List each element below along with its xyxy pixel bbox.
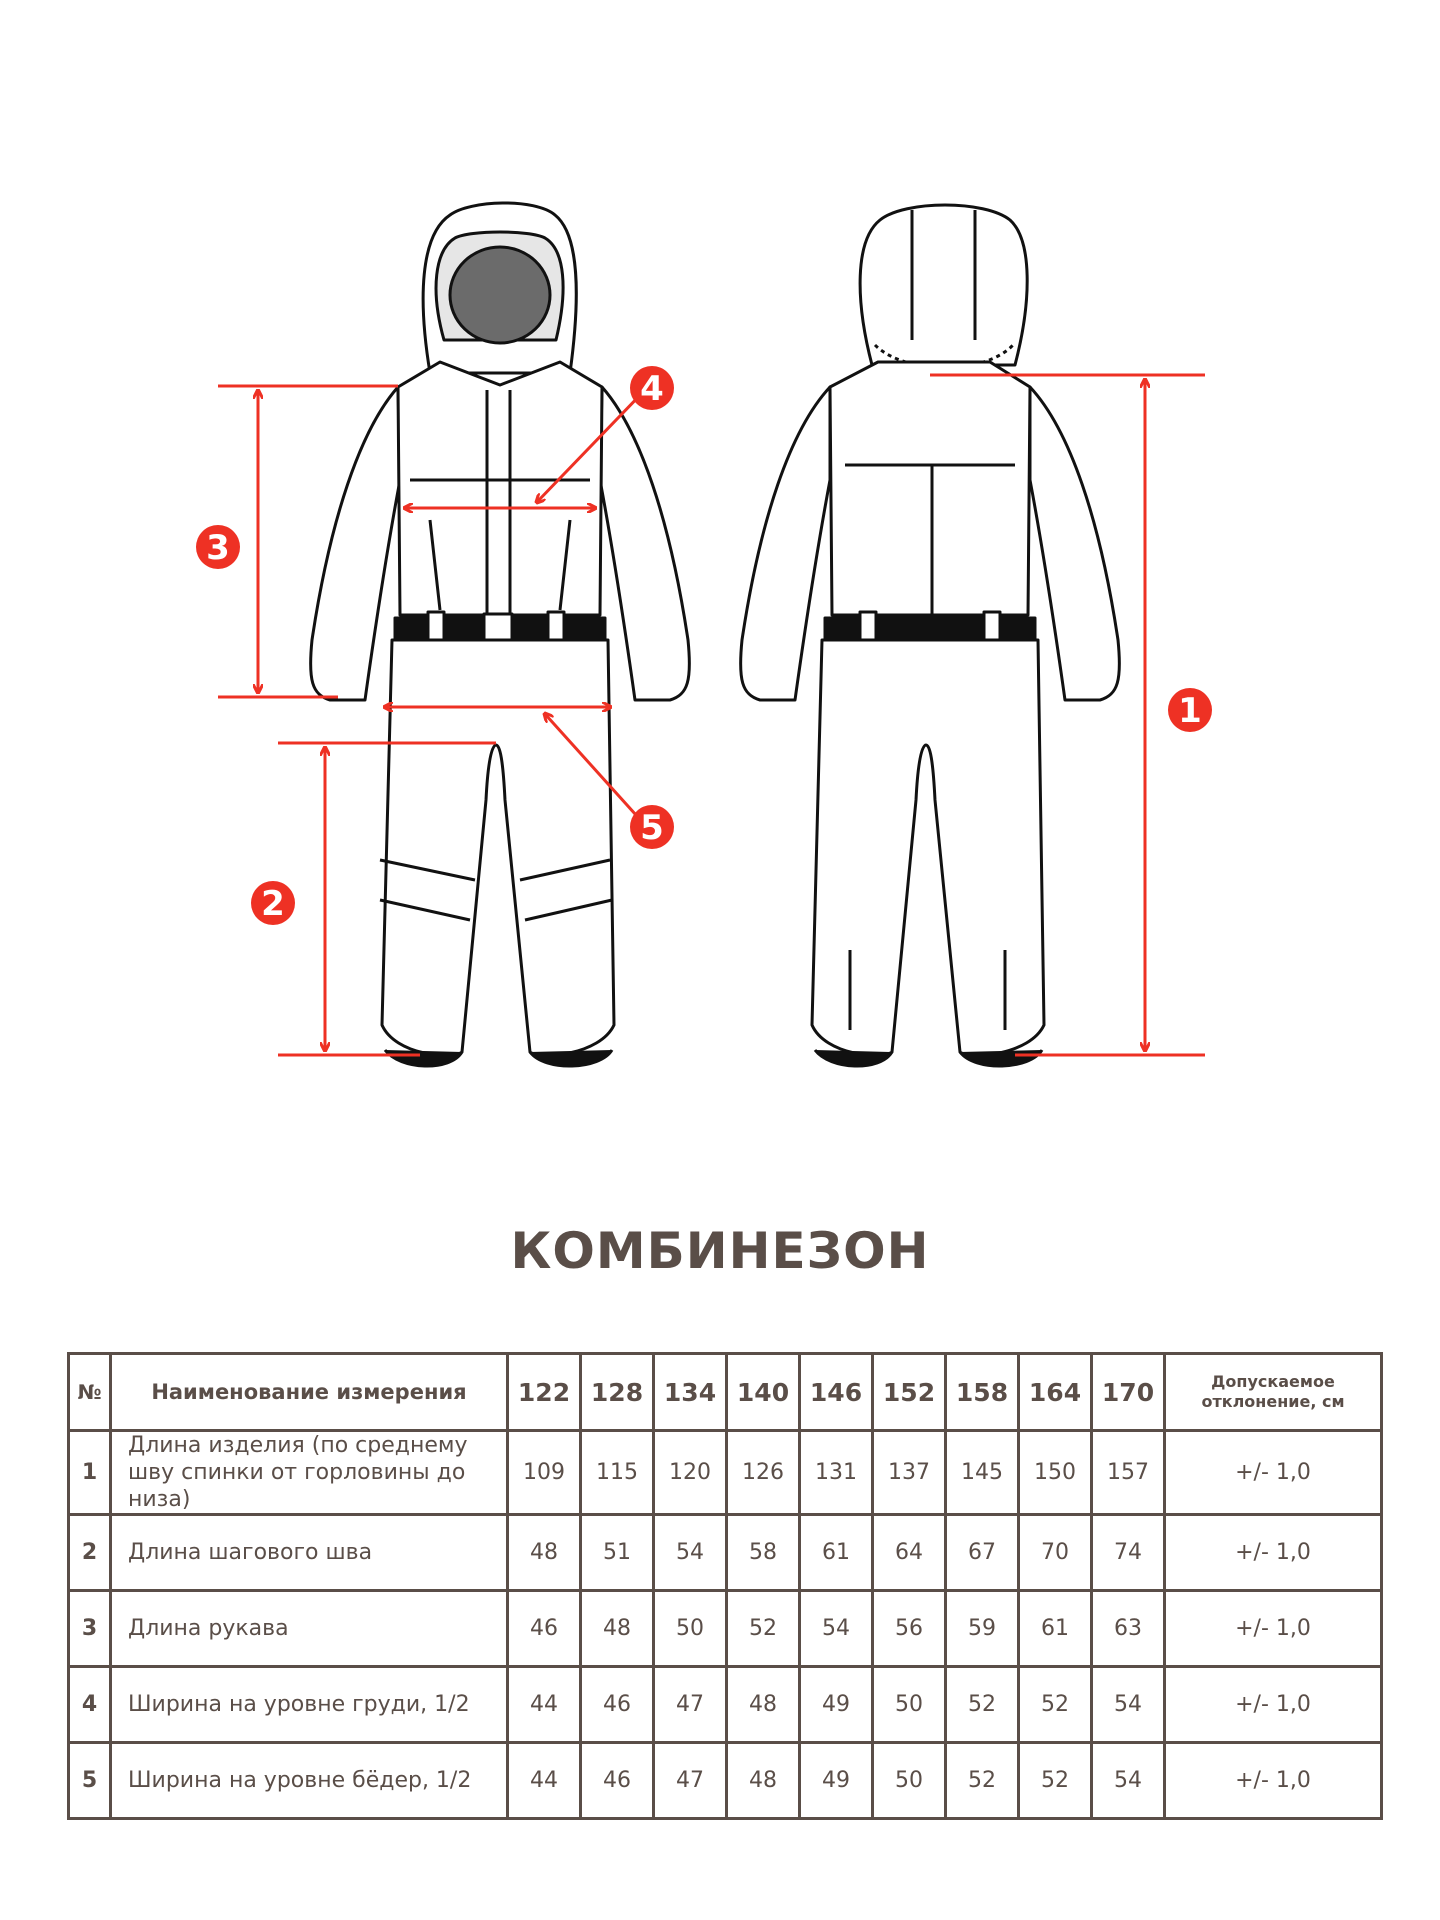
row-number: 2: [69, 1515, 111, 1591]
measurement-value: 59: [946, 1591, 1019, 1667]
marker-badge-3: [196, 525, 240, 569]
header-size: 170: [1092, 1354, 1165, 1431]
measurement-value: 52: [946, 1667, 1019, 1743]
measurement-value: 46: [581, 1667, 654, 1743]
measurement-value: 44: [508, 1743, 581, 1819]
back-view-drawing: [741, 205, 1120, 1066]
marker-badge-4: [630, 366, 674, 410]
measurement-value: 54: [1092, 1667, 1165, 1743]
measurement-value: 50: [873, 1743, 946, 1819]
measurement-value: 52: [1019, 1667, 1092, 1743]
measurement-value: 49: [800, 1743, 873, 1819]
header-size: 122: [508, 1354, 581, 1431]
header-size: 140: [727, 1354, 800, 1431]
table-row: [69, 1591, 1382, 1667]
face-shape: [450, 247, 550, 343]
measurement-value: 47: [654, 1743, 727, 1819]
measurement-value: 50: [654, 1591, 727, 1667]
tolerance-value: +/- 1,0: [1165, 1743, 1382, 1819]
header-size: 158: [946, 1354, 1019, 1431]
measurement-value: 52: [946, 1743, 1019, 1819]
svg-text:3: 3: [206, 528, 230, 568]
marker-badge-1: [1168, 688, 1212, 732]
measurement-value: 48: [727, 1743, 800, 1819]
header-size: 134: [654, 1354, 727, 1431]
page-title: КОМБИНЕЗОН: [510, 1222, 930, 1280]
measurement-value: 145: [946, 1431, 1019, 1515]
row-number: 4: [69, 1667, 111, 1743]
measurement-name: Ширина на уровне груди, 1/2: [111, 1667, 508, 1743]
measurement-value: 51: [581, 1515, 654, 1591]
marker-badge-5: [630, 805, 674, 849]
measurement-value: 131: [800, 1431, 873, 1515]
measurement-value: 50: [873, 1667, 946, 1743]
svg-text:5: 5: [640, 808, 664, 848]
measurement-value: 49: [800, 1667, 873, 1743]
measurement-value: 157: [1092, 1431, 1165, 1515]
header-size: 146: [800, 1354, 873, 1431]
tolerance-value: +/- 1,0: [1165, 1591, 1382, 1667]
row-number: 3: [69, 1591, 111, 1667]
tolerance-value: +/- 1,0: [1165, 1667, 1382, 1743]
header-size: 152: [873, 1354, 946, 1431]
table-row: [69, 1431, 1382, 1515]
measurement-value: 46: [581, 1743, 654, 1819]
measurement-value: 150: [1019, 1431, 1092, 1515]
measurement-value: 67: [946, 1515, 1019, 1591]
measurement-value: 115: [581, 1431, 654, 1515]
tolerance-value: +/- 1,0: [1165, 1431, 1382, 1515]
svg-text:1: 1: [1178, 691, 1202, 731]
measurement-value: 52: [727, 1591, 800, 1667]
header-tolerance: Допускаемое отклонение, см: [1165, 1354, 1382, 1431]
header-num: №: [69, 1354, 111, 1431]
table-row: [69, 1667, 1382, 1743]
measurement-value: 56: [873, 1591, 946, 1667]
table-header-row: [69, 1354, 1382, 1431]
measurement-value: 63: [1092, 1591, 1165, 1667]
front-view-drawing: [311, 203, 690, 1066]
measurement-value: 47: [654, 1667, 727, 1743]
header-name: Наименование измерения: [111, 1354, 508, 1431]
svg-text:2: 2: [261, 884, 285, 924]
measurement-value: 58: [727, 1515, 800, 1591]
measurement-name: Длина шагового шва: [111, 1515, 508, 1591]
measurement-value: 52: [1019, 1743, 1092, 1819]
measurement-value: 54: [654, 1515, 727, 1591]
measurement-value: 48: [508, 1515, 581, 1591]
measurement-name: Длина изделия (по среднему шву спинки от горловины до низа): [111, 1431, 508, 1515]
svg-text:4: 4: [640, 369, 664, 409]
measurement-value: 44: [508, 1667, 581, 1743]
measurement-value: 64: [873, 1515, 946, 1591]
header-size: 128: [581, 1354, 654, 1431]
measurement-value: 54: [1092, 1743, 1165, 1819]
measurement-value: 46: [508, 1591, 581, 1667]
measurement-name: Ширина на уровне бёдер, 1/2: [111, 1743, 508, 1819]
measurement-value: 70: [1019, 1515, 1092, 1591]
table-row: [69, 1743, 1382, 1819]
measurement-name: Длина рукава: [111, 1591, 508, 1667]
measurement-value: 48: [581, 1591, 654, 1667]
measurement-value: 74: [1092, 1515, 1165, 1591]
tolerance-value: +/- 1,0: [1165, 1515, 1382, 1591]
table-row: [69, 1515, 1382, 1591]
measurement-value: 54: [800, 1591, 873, 1667]
row-number: 1: [69, 1431, 111, 1515]
measurement-value: 61: [800, 1515, 873, 1591]
size-table: [67, 1352, 1383, 1820]
measurement-value: 109: [508, 1431, 581, 1515]
measurement-value: 126: [727, 1431, 800, 1515]
row-number: 5: [69, 1743, 111, 1819]
marker-badge-2: [251, 881, 295, 925]
measurement-value: 137: [873, 1431, 946, 1515]
header-size: 164: [1019, 1354, 1092, 1431]
measurement-value: 61: [1019, 1591, 1092, 1667]
measurement-value: 120: [654, 1431, 727, 1515]
measurement-value: 48: [727, 1667, 800, 1743]
